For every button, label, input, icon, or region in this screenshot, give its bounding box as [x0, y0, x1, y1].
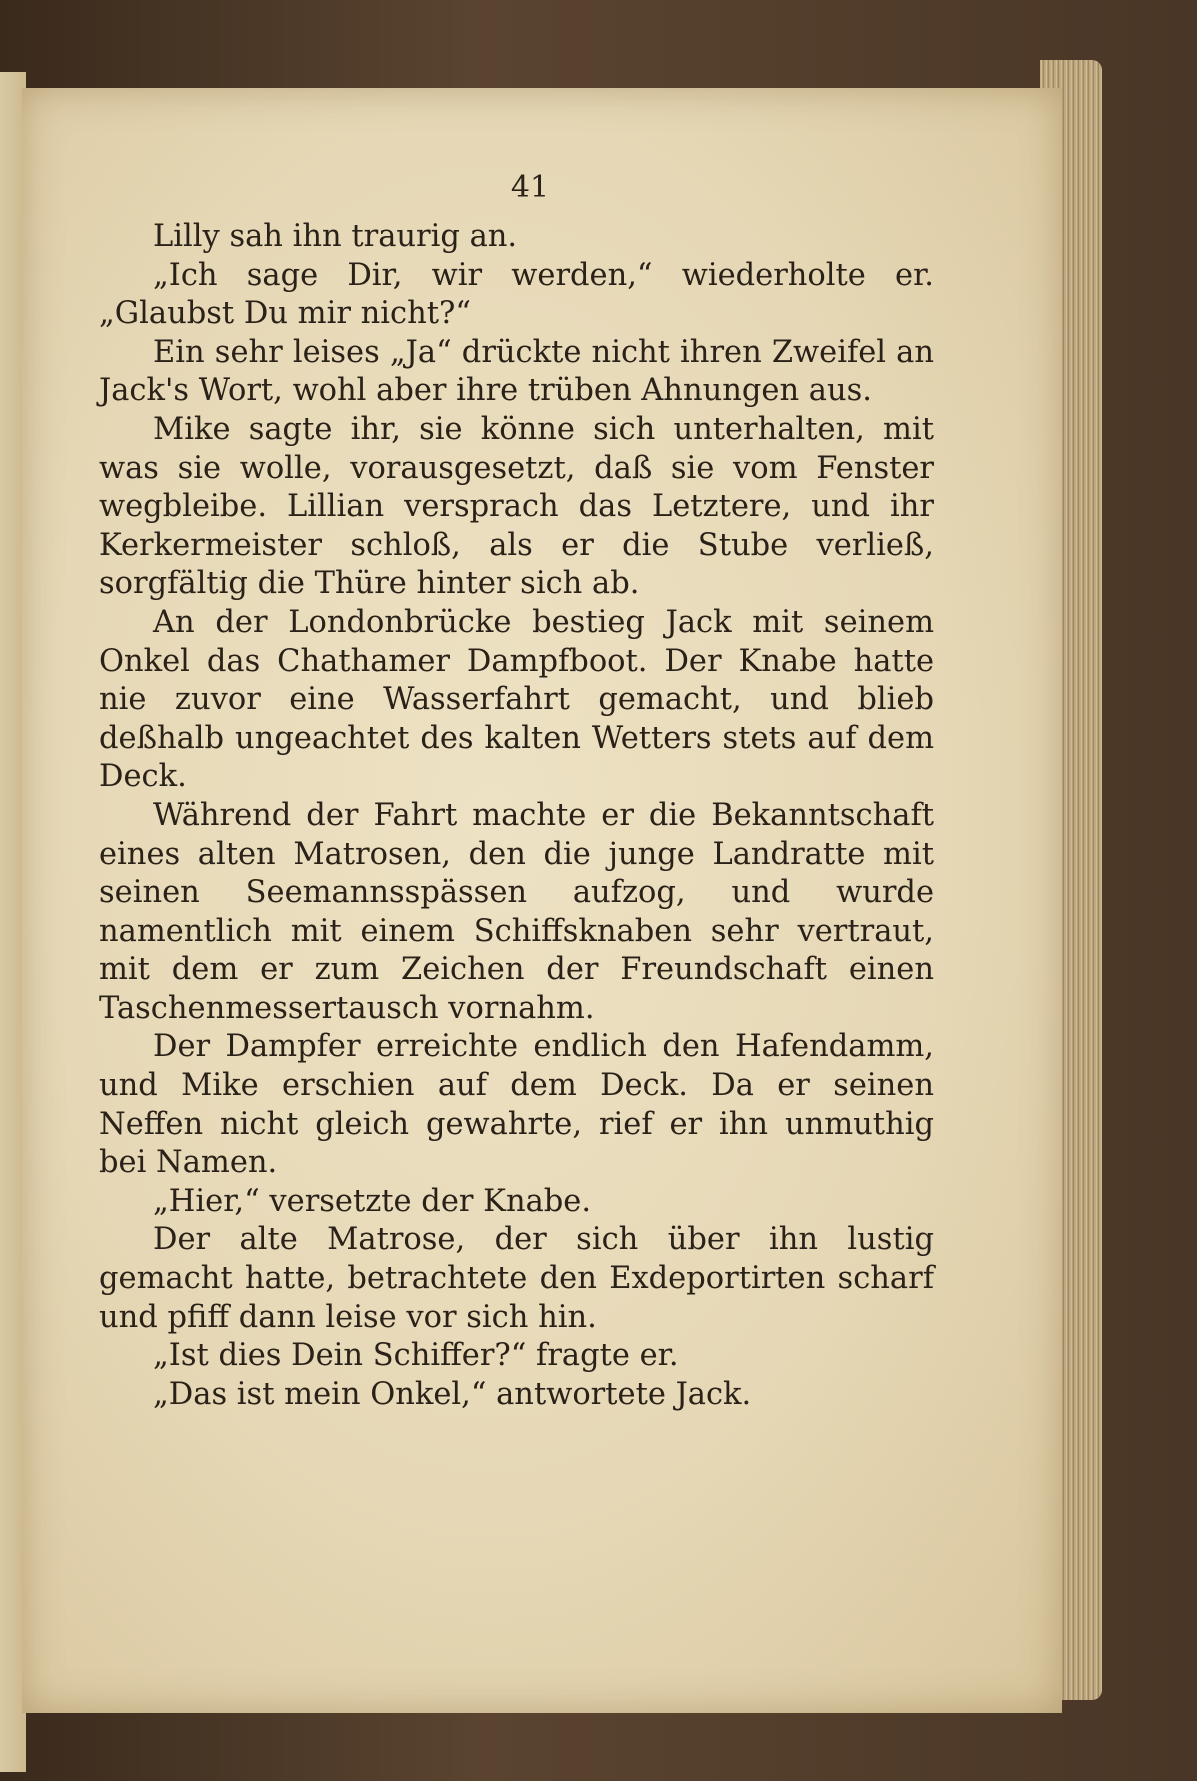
paragraph: Während der Fahrt machte er die Bekanntschaft eines alten Matrosen, den die junge Landratte mit seinen Seemannsspässen aufzog, und wurde namentlich mit einem Schiffsknaben sehr vertraut, mit dem er zum Zeichen der Freundschaft einen Taschenmessertausch vornahm.	[99, 797, 934, 1026]
paragraph: Der alte Matrose, der sich über ihn lustig gemacht hatte, betrachtete den Exdeportirten scharf und pfiff dann leise vor sich hin.	[99, 1222, 934, 1335]
paragraph: „Ist dies Dein Schiffer?“ fragte er.	[153, 1338, 679, 1374]
page-text	[99, 218, 934, 1414]
paragraph: Lilly sah ihn traurig an.	[153, 219, 518, 254]
paragraph: „Das ist mein Onkel,“ antwortete Jack.	[153, 1376, 752, 1412]
paragraph: An der Londonbrücke bestieg Jack mit seinem Onkel das Chathamer Dampfboot. Der Knabe hatte nie zuvor eine Wasserfahrt gemacht, und blieb deßhalb ungeachtet des kalten Wetters stets auf dem Deck.	[99, 604, 934, 795]
book-page	[22, 88, 1062, 1713]
paragraph: Mike sagte ihr, sie könne sich unterhalten, mit was sie wolle, vorausgesetzt, daß sie vom Fenster wegbleibe. Lillian versprach das Letztere, und ihr Kerkermeister schloß, als er die Stube verließ, sorgfältig die Thüre hinter sich ab.	[99, 411, 934, 602]
paragraph: „Hier,“ versetzte der Knabe.	[153, 1183, 592, 1219]
paragraph: „Ich sage Dir, wir werden,“ wiederholte er. „Glaubst Du mir nicht?“	[99, 257, 934, 332]
paragraph: Der Dampfer erreichte endlich den Hafendamm, und Mike erschien auf dem Deck. Da er seinen Neffen nicht gleich gewahrte, rief er ihn unmuthig bei Namen.	[99, 1029, 934, 1181]
paragraph: Ein sehr leises „Ja“ drückte nicht ihren Zweifel an Jack's Wort, wohl aber ihre trüben Ahnungen aus.	[99, 334, 934, 409]
page-number: 41	[510, 170, 550, 205]
